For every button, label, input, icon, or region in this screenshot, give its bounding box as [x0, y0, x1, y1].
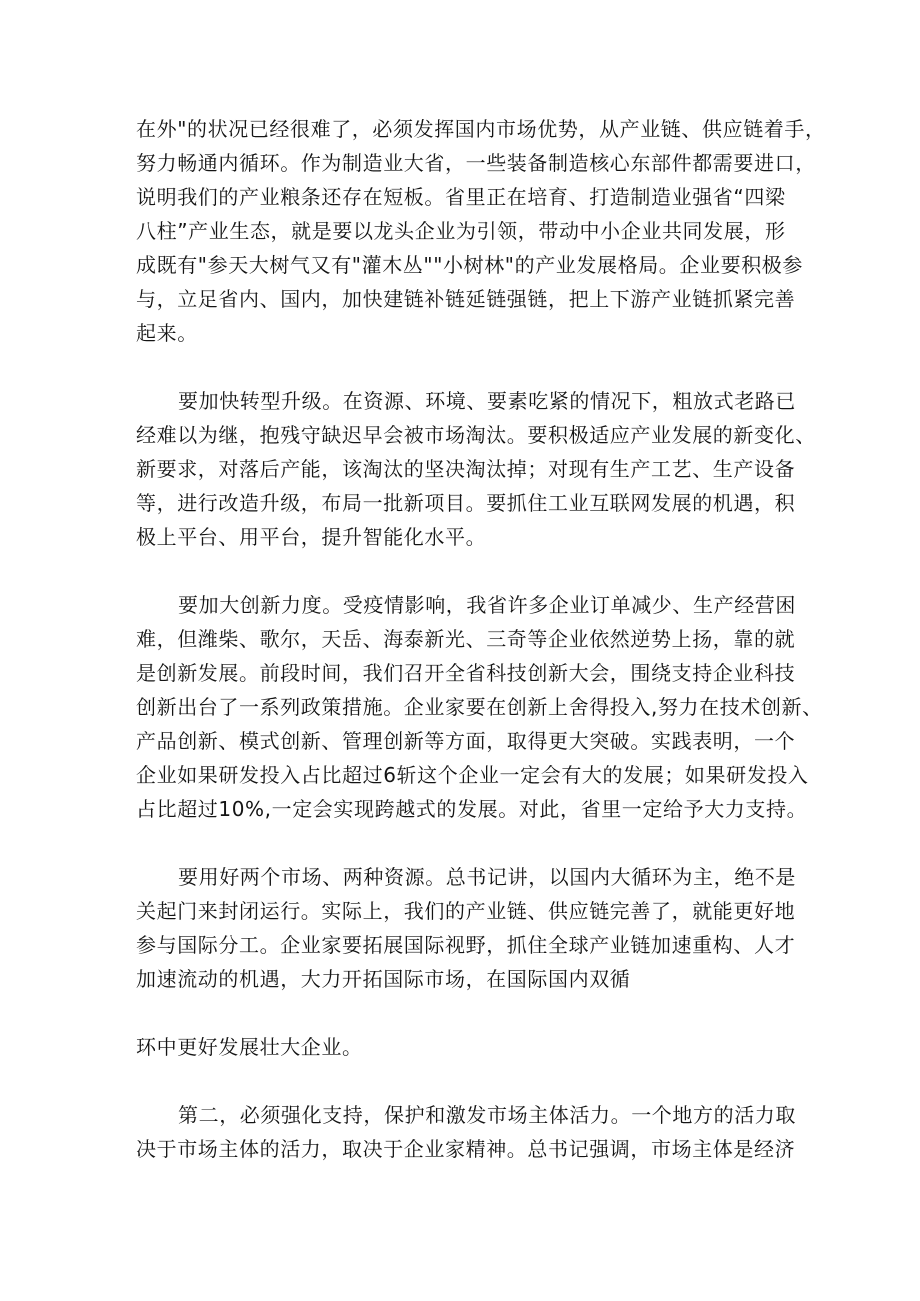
text-line: 经难以为继，抱残守缺迟早会被市场淘汰。要积极适应产业发展的新变化、	[136, 423, 816, 447]
text-line: 创新出台了一系列政策措施。企业家要在创新上舍得投入,努力在技术创新、	[136, 695, 823, 719]
text-line: 要加快转型升级。在资源、环境、要素吃紧的情况下，粗放式老路已	[178, 389, 796, 413]
text-line: 难，但潍柴、歌尔，天岳、海泰新光、三奇等企业依然逆势上扬，靠的就	[136, 627, 796, 651]
text-line: 是创新发展。前段时间，我们召开全省科技创新大会，围绕支持企业科技	[136, 661, 796, 685]
text-line: 成既有"参天大树气又有"灌木丛""小树林"的产业发展格局。企业要积极参	[136, 253, 803, 277]
text-line: 极上平台、用平台，提升智能化水平。	[136, 525, 487, 549]
text-line: 八柱”产业生态，就是要以龙头企业为引领，带动中小企业共同发展，形	[136, 219, 786, 243]
text-line: 产品创新、模式创新、管理创新等方面，取得更大突破。实践表明，一个	[136, 729, 796, 753]
text-line: 要加大创新力度。受疫情影响，我省许多企业订单减少、生产经营困	[178, 593, 796, 617]
text-line: 决于市场主体的活力，取决于企业家精神。总书记强调，市场主体是经济	[136, 1137, 796, 1161]
text-line: 企业如果研发投入占比超过6斩这个企业一定会有大的发展；如果研发投入	[136, 763, 809, 787]
text-line: 新要求，对落后产能，该淘汰的坚决淘汰掉；对现有生产工艺、生产设备	[136, 457, 796, 481]
text-line: 与，立足省内、国内，加快建链补链延链强链，把上下游产业链抓紧完善	[136, 287, 796, 311]
text-line: 加速流动的机遇，大力开拓国际市场，在国际国内双循	[136, 967, 631, 991]
text-line: 占比超过10%,一定会实现跨越式的发展。对此，省里一定给予大力支持。	[136, 797, 808, 821]
text-line: 努力畅通内循环。作为制造业大省，一些装备制造核心东部件都需要进口，	[136, 151, 816, 175]
text-line: 起来。	[136, 321, 198, 345]
text-line: 等，进行改造升级，布局一批新项目。要抓住工业互联网发展的机遇，积	[136, 491, 796, 515]
text-line: 要用好两个市场、两种资源。总书记讲，以国内大循环为主，绝不是	[178, 865, 796, 889]
text-line: 环中更好发展壮大企业。	[136, 1035, 363, 1059]
text-line: 第二，必须强化支持，保护和激发市场主体活力。一个地方的活力取	[178, 1103, 796, 1127]
text-line: 参与国际分工。企业家要拓展国际视野，抓住全球产业链加速重构、人才	[136, 933, 796, 957]
text-line: 关起门来封闭运行。实际上，我们的产业链、供应链完善了，就能更好地	[136, 899, 796, 923]
text-line: 说明我们的产业粮条还存在短板。省里正在培育、打造制造业强省“四梁	[136, 185, 786, 209]
text-line: 在外"的状况已经很难了，必须发挥国内市场优势，从产业链、供应链着手，	[136, 117, 826, 141]
